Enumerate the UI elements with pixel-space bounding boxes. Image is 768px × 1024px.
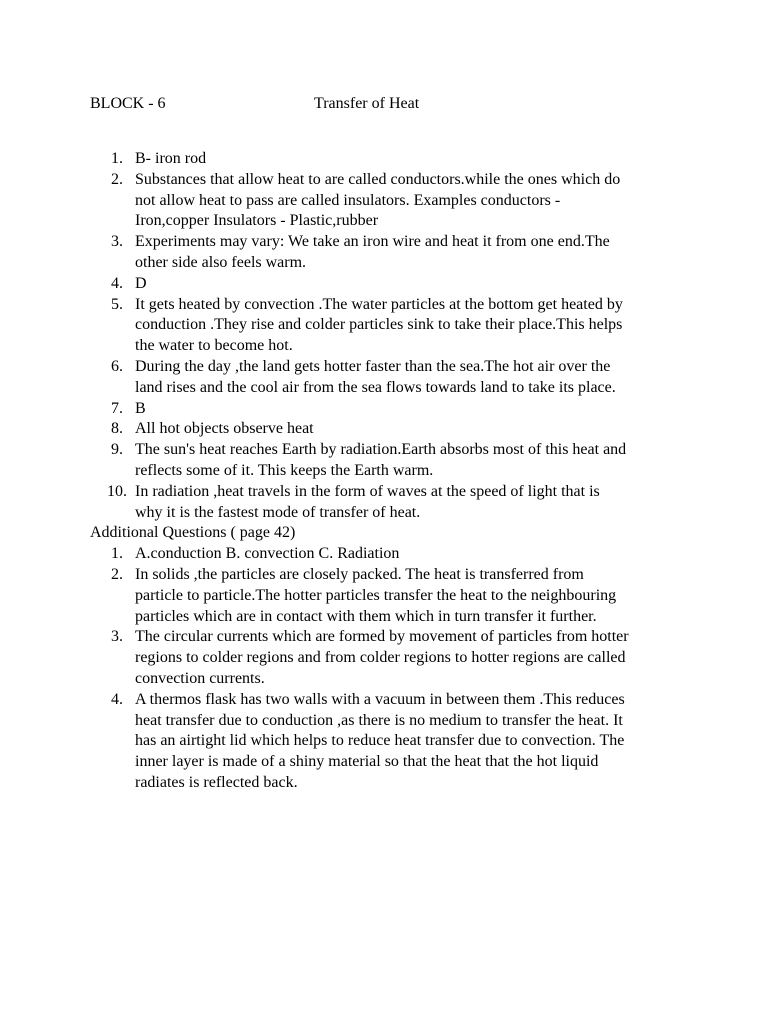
item-text-line: has an airtight lid which helps to reduce heat transfer due to convection. The	[135, 732, 625, 750]
item-text-line: other side also feels warm.	[135, 253, 307, 271]
item-number: 2.	[111, 170, 123, 188]
answer-item	[90, 440, 690, 482]
answer-item	[90, 419, 690, 440]
answer-item	[90, 170, 690, 232]
item-number: 9.	[111, 441, 123, 459]
item-number: 7.	[111, 399, 123, 417]
page-title: Transfer of Heat	[314, 95, 420, 112]
item-text-line: The sun's heat reaches Earth by radiation.Earth absorbs most of this heat and	[135, 441, 627, 459]
document-body	[90, 149, 690, 794]
item-text-line: heat transfer due to conduction ,as there is no medium to transfer the heat. It	[135, 711, 623, 729]
item-text-line: Iron,copper Insulators - Plastic,rubber	[135, 212, 379, 230]
answer-item	[90, 295, 690, 357]
item-number: 4.	[111, 690, 123, 708]
item-text-line: why it is the fastest mode of transfer of heat.	[135, 503, 421, 521]
item-number: 5.	[111, 295, 123, 313]
item-text-line: the water to become hot.	[135, 337, 293, 355]
answer-item	[90, 482, 690, 524]
item-text-line: land rises and the cool air from the sea flows towards land to take its place.	[135, 378, 616, 396]
item-text-line: In solids ,the particles are closely packed. The heat is transferred from	[135, 565, 584, 583]
page-header	[90, 94, 690, 115]
item-text-line: particles which are in contact with them which in turn transfer it further.	[135, 607, 597, 625]
answer-item	[90, 357, 690, 399]
item-number: 8.	[111, 420, 123, 438]
item-text-line: A.conduction B. convection C. Radiation	[135, 545, 400, 563]
item-text-line: reflects some of it. This keeps the Earth warm.	[135, 461, 434, 479]
item-number: 3.	[111, 628, 123, 646]
additional-question-item	[90, 544, 690, 565]
block-label: BLOCK - 6	[90, 95, 166, 112]
answer-item	[90, 149, 690, 170]
item-number: 3.	[111, 233, 123, 251]
item-text-line: In radiation ,heat travels in the form of waves at the speed of light that is	[135, 482, 600, 500]
item-text-line: The circular currents which are formed by movement of particles from hotter	[135, 628, 629, 646]
item-text-line: regions to colder regions and from colder regions to hotter regions are called	[135, 649, 626, 667]
answers-list	[90, 149, 690, 523]
item-text-line: Experiments may vary: We take an iron wire and heat it from one end.The	[135, 233, 610, 251]
answer-item	[90, 274, 690, 295]
item-text-line: D	[135, 274, 147, 292]
item-number: 4.	[111, 274, 123, 292]
item-text-line: radiates is reflected back.	[135, 773, 298, 791]
item-text-line: It gets heated by convection .The water particles at the bottom get heated by	[135, 295, 623, 313]
item-text-line: particle to particle.The hotter particles transfer the heat to the neighbouring	[135, 586, 617, 604]
item-text-line: conduction .They rise and colder particles sink to take their place.This helps	[135, 316, 623, 334]
item-text-line: not allow heat to pass are called insulators. Examples conductors -	[135, 191, 561, 209]
item-number: 6.	[111, 357, 123, 375]
item-number: 10.	[107, 482, 127, 500]
item-number: 1.	[111, 150, 123, 167]
additional-questions-heading: Additional Questions ( page 42)	[90, 524, 296, 542]
item-text-line: B	[135, 399, 146, 417]
item-text-line: A thermos flask has two walls with a vacuum in between them .This reduces	[135, 690, 625, 708]
item-text-line: inner layer is made of a shiny material so that the heat that the hot liquid	[135, 753, 599, 771]
item-number: 1.	[111, 545, 123, 563]
item-text-line: Substances that allow heat to are called conductors.while the ones which do	[135, 170, 621, 188]
answer-item	[90, 399, 690, 420]
item-text-line: All hot objects observe heat	[135, 420, 314, 438]
item-number: 2.	[111, 565, 123, 583]
item-text-line: convection currents.	[135, 669, 265, 687]
additional-question-item	[90, 627, 690, 689]
answer-item	[90, 232, 690, 274]
additional-question-item	[90, 690, 690, 794]
additional-question-item	[90, 565, 690, 627]
item-text-line: During the day ,the land gets hotter faster than the sea.The hot air over the	[135, 357, 611, 375]
item-text-line: B- iron rod	[135, 150, 207, 167]
additional-questions-list	[90, 544, 690, 794]
